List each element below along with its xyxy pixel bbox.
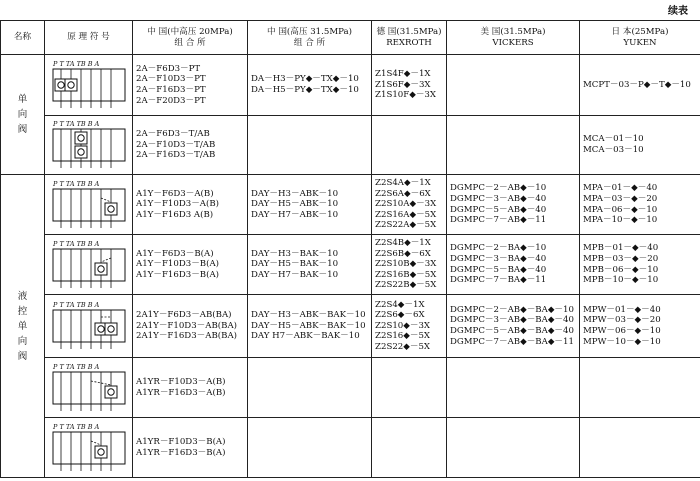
model-code: MPB－10－◆－10 [583,275,659,286]
model-code: 2A－F16D3－T/AB [136,150,216,161]
category-label: 单向阀 [17,94,28,135]
header-name: 名称 [1,21,45,55]
model-code: Z2S6B◆－6X [375,248,431,259]
header-germany [372,21,447,55]
model-code: Z1S6F◆－3X [375,79,431,90]
model-code: 2A1Y－F16D3－AB(BA) [136,331,238,342]
model-code: Z2S10A◆－3X [375,199,437,210]
usa-cell [447,358,580,418]
model-code: MCPT－03－P◆－T◆－10 [583,79,691,90]
model-code: DAY－H5－ABK－10 [251,199,339,210]
header-china-31mpa-line1: 中 国(高压 31.5MPa) [267,26,352,37]
header-symbol: 原 理 符 号 [45,21,133,55]
port-labels: P T TA TB B A [52,301,99,309]
valve-symbol-diagram [49,118,129,172]
symbol-cell [45,55,133,116]
china20-cell [133,175,248,235]
header-germany-line2: REXROTH [386,37,432,48]
model-code: A1Y－F10D3－A(B) [136,199,220,210]
port-labels: P T TA TB B A [52,120,99,128]
pilot-line [101,258,111,262]
model-code: DGMPC－2－BA◆－10 [450,243,547,254]
valve-body [53,249,125,281]
china31-cell [248,175,372,235]
model-code: 2A－F6D3－T/AB [136,129,210,140]
usa-cell [447,175,580,235]
port-labels: P T TA TB B A [52,179,99,188]
japan-cell [580,235,700,295]
header-china-20mpa [133,21,248,55]
model-code: DGMPC－7－AB◆－11 [450,215,547,226]
category-label: 液控单向阀 [17,290,28,362]
table-row [1,358,700,418]
japan-cell [580,358,700,418]
table-row [1,295,700,358]
model-code: MPB－01－◆－40 [583,243,659,254]
header-usa-line1: 美 国(31.5MPa) [480,26,546,37]
germany-cell [372,418,447,478]
model-code: 2A－F10D3－PT [136,74,206,85]
symbol-cell [45,418,133,478]
model-code: MPA－03－◆－20 [583,193,658,204]
model-code: A1Y－F16D3 A(B) [136,209,214,220]
model-code: DGMPC－3－BA◆－40 [450,253,547,264]
valve-symbol-diagram [49,361,129,415]
header-china-20mpa-line1: 中 国(中高压 20MPa) [147,26,233,37]
model-code: DAY－H7－ABK－10 [251,209,339,220]
model-code: Z1S10F◆－3X [375,90,437,101]
model-code: Z2S22A◆－5X [375,220,437,231]
model-code: DAY H7－ABK－BAK－10 [251,331,360,342]
japan-cell [580,295,700,358]
usa-cell [447,55,580,116]
model-code: A1YR－F10D3－B(A) [136,436,226,447]
china20-cell [133,116,248,175]
germany-cell [372,116,447,175]
usa-cell [447,295,580,358]
model-code: MPA－06－◆－10 [583,204,658,215]
model-code: MCA－01－10 [583,134,644,145]
germany-cell [372,235,447,295]
header-china-31mpa-line2: 组 合 所 [293,37,326,48]
header-japan-line2: YUKEN [623,37,657,48]
model-code: 2A－F10D3－T/AB [136,139,216,150]
model-code: Z2S22◆－5X [375,341,431,352]
check-valve-box [75,132,87,144]
model-code: 2A1Y－F10D3－AB(BA) [136,320,238,331]
header-usa-line2: VICKERS [492,37,534,48]
symbol-cell [45,175,133,235]
model-code: MPB－03－◆－20 [583,253,659,264]
model-code: Z2S4A◆－1X [375,178,431,189]
model-code: Z2S6◆－6X [375,310,425,321]
model-code: DAY－H3－ABK－10 [251,188,339,199]
header-germany-line1: 德 国(31.5MPa) [376,26,442,37]
model-code: DAY－H5－BAK－10 [251,259,339,270]
germany-cell [372,55,447,116]
model-code: A1YR－F16D3－B(A) [136,447,226,458]
model-code: DGMPC－5－BA◆－40 [450,264,547,275]
category-single-check-valve [1,55,45,175]
model-code: Z2S10B◆－3X [375,259,437,270]
symbol-cell [45,235,133,295]
category-hydraulic-check-valve [1,175,45,478]
china31-cell [248,295,372,358]
valve-symbol-diagram [49,58,129,112]
model-code: MPW－01－◆－40 [583,304,661,315]
model-code: A1YR－F16D3－A(B) [136,387,226,398]
model-code: A1Y－F6D3－A(B) [136,188,214,199]
model-code: DGMPC－7－AB◆－BA◆－11 [450,336,574,347]
check-valve-box [95,263,107,275]
japan-cell [580,55,700,116]
symbol-cell [45,295,133,358]
japan-cell [580,418,700,478]
symbol-cell [45,116,133,175]
table-row [1,418,700,478]
usa-cell [447,235,580,295]
model-code: A1Y－F10D3－B(A) [136,259,220,270]
pilot-line [101,198,111,202]
model-code: 2A－F16D3－PT [136,85,206,95]
china20-cell [133,235,248,295]
model-code: DA－H5－PY◆－TX◆－10 [251,85,359,95]
header-china-31mpa [248,21,372,55]
table-row [1,235,700,295]
header-china-20mpa-line2: 组 合 所 [174,37,206,48]
check-valve-box [105,386,117,398]
check-valve-box [105,203,117,215]
model-code: Z2S10◆－3X [375,320,431,331]
table-row [1,116,700,175]
port-labels: P T TA TB B A [52,239,99,248]
check-valve-box [65,79,77,91]
usa-cell [447,418,580,478]
china31-cell [248,358,372,418]
check-valve-box [105,323,117,335]
model-code: 2A1Y－F6D3－AB(BA) [136,310,232,321]
valve-body [53,129,125,161]
header-usa [447,21,580,55]
model-code: DGMPC－5－AB◆－40 [450,204,547,215]
model-code: DA－H3－PY◆－TX◆－10 [251,74,359,85]
model-code: A1Y－F6D3－B(A) [136,248,214,259]
model-code: A1Y－F16D3－B(A) [136,269,220,280]
header-japan [580,21,700,55]
model-code: DGMPC－2－AB◆－10 [450,183,547,194]
pilot-line [91,441,101,445]
valve-symbol-diagram [49,238,129,292]
china20-cell [133,418,248,478]
model-code: DAY－H7－BAK－10 [251,269,339,280]
port-labels: P T TA TB B A [52,60,99,68]
continued-label: 续表 [668,6,688,17]
usa-cell [447,116,580,175]
model-code: MPW－06－◆－10 [583,326,661,336]
china20-cell [133,55,248,116]
model-code: DAY－H3－BAK－10 [251,248,339,259]
germany-cell [372,175,447,235]
valve-symbol-diagram [49,299,129,353]
header-japan-line1: 日 本(25MPa) [611,26,669,37]
valve-symbol-diagram [49,421,129,475]
valve-body [53,432,125,464]
table-row [1,175,700,235]
china31-cell [248,235,372,295]
japan-cell [580,175,700,235]
symbol-cell [45,358,133,418]
header-row [1,21,700,55]
germany-cell [372,358,447,418]
model-code: A1YR－F10D3－A(B) [136,376,226,387]
model-code: 2A－F6D3－PT [136,63,201,74]
model-code: Z2S22B◆－5X [375,280,437,291]
port-labels: P T TA TB B A [52,362,99,371]
china20-cell [133,358,248,418]
check-valve-box [95,446,107,458]
model-code: Z2S16◆－5X [375,331,431,342]
model-code: Z2S16A◆－5X [375,209,437,220]
model-code: DAY－H3－ABK－BAK－10 [251,310,366,321]
model-code: DGMPC－5－AB◆－BA◆－40 [450,326,574,336]
check-valve-box [75,146,87,158]
china20-cell [133,295,248,358]
germany-cell [372,295,447,358]
model-code: Z2S6A◆－6X [375,188,431,199]
port-labels: P T TA TB B A [52,422,99,431]
model-code: Z2S4B◆－1X [375,238,431,249]
model-code: DGMPC－3－AB◆－40 [450,193,547,204]
china31-cell [248,55,372,116]
model-code: DGMPC－7－BA◆－11 [450,275,547,286]
china31-cell [248,116,372,175]
model-code: DGMPC－2－AB◆－BA◆－10 [450,304,574,315]
model-code: MPW－10－◆－10 [583,336,661,347]
model-code: 2A－F20D3－PT [136,95,206,106]
model-code: MCA－03－10 [583,145,644,155]
model-code: MPA－01－◆－40 [583,183,658,194]
model-code: MPB－06－◆－10 [583,264,659,275]
model-code: MPA－10－◆－10 [583,215,658,226]
valve-symbol-diagram [49,178,129,232]
model-code: DAY－H5－ABK－BAK－10 [251,320,366,331]
model-code: MPW－03－◆－20 [583,315,661,326]
model-code: Z2S16B◆－5X [375,269,437,280]
model-code: Z1S4F◆－1X [375,69,431,80]
table-row [1,55,700,116]
china31-cell [248,418,372,478]
japan-cell [580,116,700,175]
valve-comparison-table [0,20,700,478]
model-code: DGMPC－3－AB◆－BA◆－40 [450,315,574,326]
model-code: Z2S4◆－1X [375,299,425,310]
